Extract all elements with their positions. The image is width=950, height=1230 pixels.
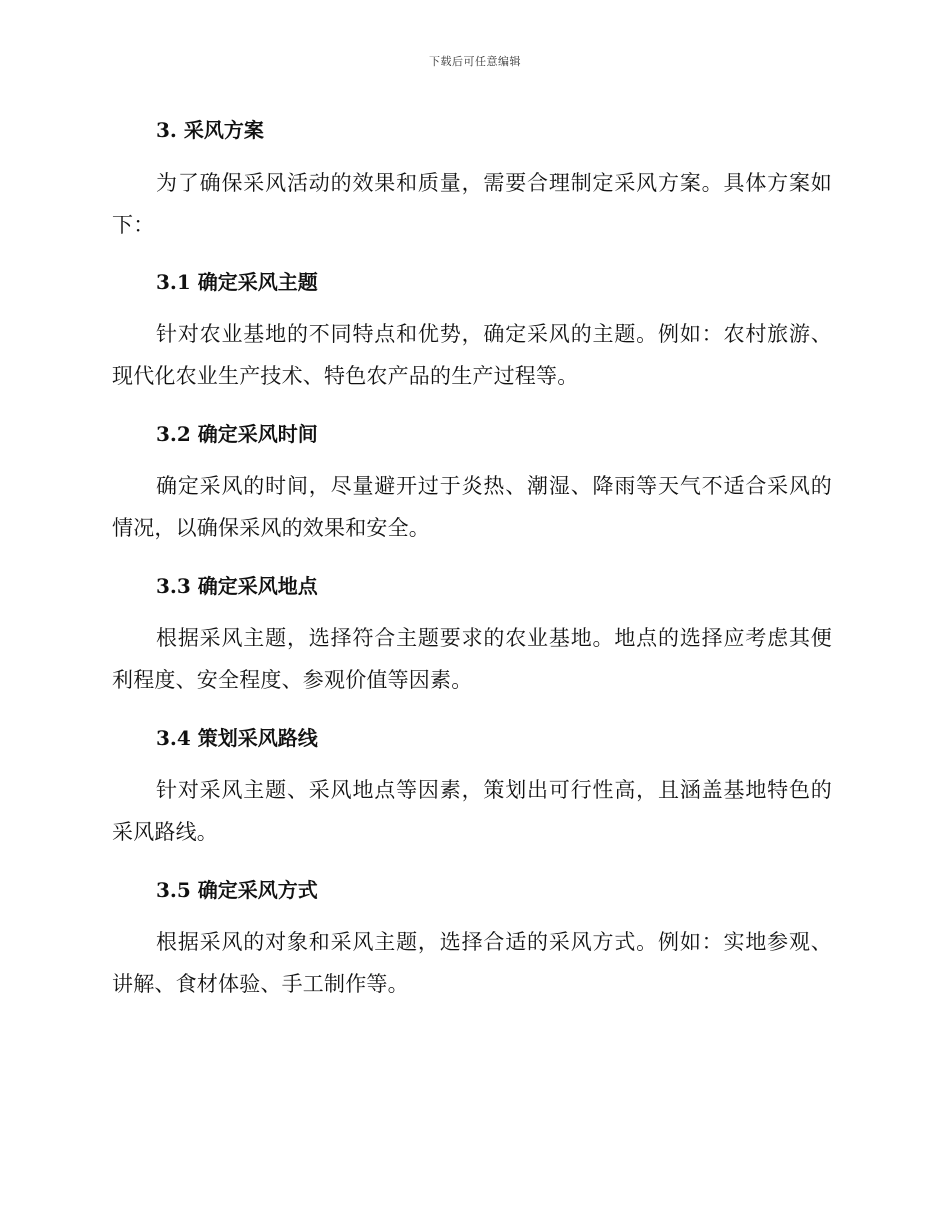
subsection-body-3-4: 针对采风主题、采风地点等因素，策划出可行性高，且涵盖基地特色的采风路线。 [112, 778, 832, 844]
subsection-body-3-5: 根据采风的对象和采风主题，选择合适的采风方式。例如：实地参观、讲解、食材体验、手工制作等。 [112, 930, 832, 996]
intro-paragraph: 为了确保采风活动的效果和质量，需要合理制定采风方案。具体方案如下： [112, 171, 832, 237]
subsection-title-3-2: 3.2 确定采风时间 [156, 422, 318, 446]
subsection-title-3-4: 3.4 策划采风路线 [156, 726, 318, 750]
subsection-title-3-5: 3.5 确定采风方式 [156, 878, 318, 902]
subsection-title-3-3: 3.3 确定采风地点 [156, 574, 318, 598]
page-header-note: 下载后可任意编辑 [429, 55, 521, 68]
subsection-body-3-1: 针对农业基地的不同特点和优势，确定采风的主题。例如：农村旅游、现代化农业生产技术、特色农产品的生产过程等。 [112, 322, 832, 388]
subsection-title-3-1: 3.1 确定采风主题 [156, 270, 318, 294]
subsection-body-3-2: 确定采风的时间，尽量避开过于炎热、潮湿、降雨等天气不适合采风的情况，以确保采风的效果和安全。 [112, 474, 832, 540]
section-title: 3. 采风方案 [156, 118, 264, 142]
subsection-body-3-3: 根据采风主题，选择符合主题要求的农业基地。地点的选择应考虑其便利程度、安全程度、参观价值等因素。 [112, 626, 832, 692]
